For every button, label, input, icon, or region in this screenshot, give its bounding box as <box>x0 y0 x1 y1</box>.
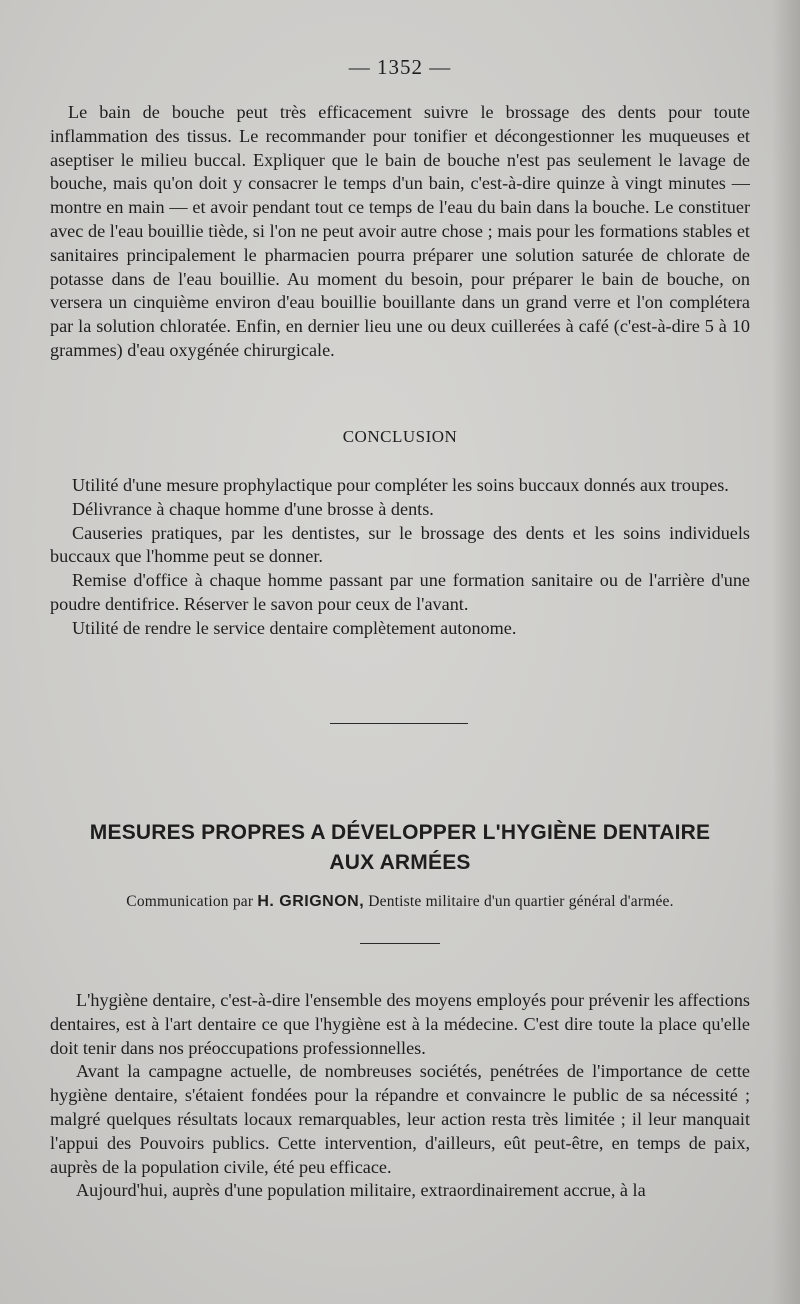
conclusion-item: Remise d'office à chaque homme passant par une formation sanitaire ou de l'arrière d'une poudre dentifrice. Réserver le savon pour ceux de l'avant. <box>50 570 750 614</box>
conclusion-heading: CONCLUSION <box>342 427 458 446</box>
article-paragraph: Avant la campagne actuelle, de nombreuses sociétés, penétrées de l'importance de cette hygiène dentaire, s'étaient fondées pour la répandre et convaincre le public de sa nécessité ; malgré quelques résultats locaux remarquables, leur action resta très limitée ; il leur manquait l'appui des Pouvoirs publics. Cette intervention, d'ailleurs, eût peut-être, en temps de paix, auprès de la population civile, été peu efficace. <box>50 1061 750 1177</box>
article-body <box>50 989 750 1203</box>
byline-suffix: Dentiste militaire d'un quartier général d'armée. <box>368 893 674 910</box>
conclusion-item: Utilité de rendre le service dentaire complètement autonome. <box>72 617 517 638</box>
article-paragraph: Aujourd'hui, auprès d'une population militaire, extraordinairement accrue, à la <box>76 1180 646 1201</box>
byline-author: H. GRIGNON, <box>257 893 365 910</box>
intro-paragraph: Le bain de bouche peut très efficacement suivre le brossage des dents pour toute inflammation des tissus. Le recommander pour tonifier et décongestionner les muqueuses et aseptiser le milieu buccal. Expliquer que le bain de bouche n'est pas seulement le lavage de bouche, mais qu'on doit y consacrer le temps d'un bain, c'est-à-dire quinze à vingt minutes — montre en main — et avoir pendant tout ce temps de l'eau du bain dans la bouche. Le constituer avec de l'eau bouillie tiède, si l'on ne peut avoir autre chose ; mais pour les formations stables et sanitaires principalement le pharmacien pourra préparer une solution saturée de chlorate de potasse dans de l'eau bouillie. Au moment du besoin, pour préparer le bain de bouche, on versera un cinquième environ d'eau bouillie bouillante dans un grand verre et l'on complétera par la solution chloratée. Enfin, en dernier lieu une ou deux cuillerées à café (c'est-à-dire 5 à 10 grammes) d'eau oxygénée chirurgicale. <box>50 102 750 360</box>
conclusion-item: Utilité d'une mesure prophylactique pour compléter les soins buccaux donnés aux troupes. <box>72 475 729 495</box>
article-title-line: MESURES PROPRES A DÉVELOPPER L'HYGIÈNE DENTAIRE <box>89 821 711 844</box>
article-byline <box>40 893 760 911</box>
title-divider <box>360 943 440 944</box>
article-title <box>40 818 760 878</box>
article-title-line: AUX ARMÉES <box>329 851 471 874</box>
byline-prefix: Communication par <box>126 893 254 910</box>
article-paragraph: L'hygiène dentaire, c'est-à-dire l'ensemble des moyens employés pour prévenir les affections dentaires, est à l'art dentaire ce que l'hygiène est à la médecine. C'est dire toute la place qu'elle doit tenir dans nos préoccupations professionnelles. <box>50 990 750 1058</box>
intro-section <box>50 101 750 363</box>
section-divider <box>330 723 468 724</box>
conclusion-item: Délivrance à chaque homme d'une brosse à dents. <box>72 498 434 519</box>
conclusion-list <box>50 474 750 641</box>
conclusion-item: Causeries pratiques, par les dentistes, sur le brossage des dents et les soins individuels buccaux que l'homme peut se donner. <box>50 522 750 567</box>
page-number: — 1352 — <box>348 55 452 79</box>
